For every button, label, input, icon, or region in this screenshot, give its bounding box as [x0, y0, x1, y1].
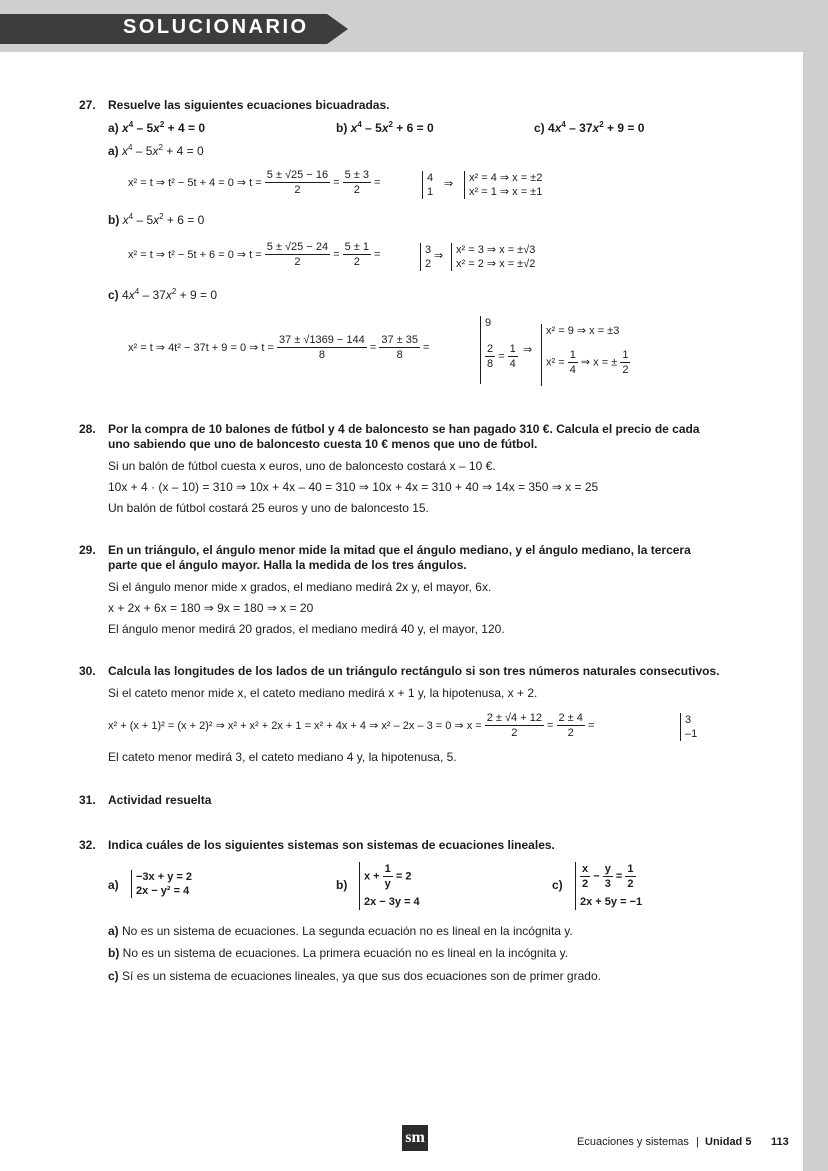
- header-title: SOLUCIONARIO: [123, 16, 309, 38]
- ex27-c-fraction-2: $\frac{37 \pm 35}{8}$: [381, 334, 418, 361]
- ex32-a-system: −3x + y = 2 2x − y² = 4: [131, 870, 192, 898]
- ex27-b-heading: b) $x^4 - 5x^2 + 6 = 0$: [108, 212, 205, 227]
- ex28-line1: Si un balón de fútbol cuesta x euros, uno de baloncesto costará x – 10 €.: [108, 459, 496, 473]
- ex29-line1: Si el ángulo menor mide x grados, el mediano medirá 2x y, el mayor, 6x.: [108, 580, 492, 594]
- ex28-number: 28.: [79, 422, 96, 436]
- ex28-line3: Un balón de fútbol costará 25 euros y uno de baloncesto 15.: [108, 501, 429, 515]
- publisher-logo: sm: [402, 1125, 428, 1151]
- ex27-number: 27.: [79, 98, 96, 112]
- ex30-number: 30.: [79, 664, 96, 678]
- ex30-fraction-2: $\frac{2 \pm 4}{2}$: [558, 712, 583, 739]
- ex30-prompt: Calcula las longitudes de los lados de un triángulo rectángulo si son tres números naturales consecutivos.: [108, 664, 720, 678]
- ex27-c-heading: c) $4x^4 - 37x^2 + 9 = 0$: [108, 287, 217, 302]
- ex29-prompt-line1: En un triángulo, el ángulo menor mide la mitad que el ángulo mediano, y el ángulo mediano, la tercera: [108, 543, 691, 557]
- ex32-b-system: x + $\frac{1}{y}$ = 2 2x − 3y = 4: [359, 862, 420, 910]
- ex27-a-heading: a) $x^4 - 5x^2 + 4 = 0$: [108, 143, 204, 158]
- ex32-c-system: $\frac{x}{2}$ − $\frac{y}{3}$ = $\frac{1}{2}$ 2x + 5y = −1: [575, 862, 642, 910]
- ex32-b-label: b): [336, 878, 348, 892]
- ex30-roots: 3 –1: [680, 713, 697, 741]
- ex27-b-fraction-1: $\frac{5 \pm √25 - 24}{2}$: [266, 241, 329, 268]
- ex32-number: 32.: [79, 838, 96, 852]
- ex27-c-fraction-1: $\frac{37 \pm √1369 - 144}{8}$: [278, 334, 365, 361]
- ex32-a-label: a): [108, 878, 119, 892]
- ex32-c-label: c): [552, 878, 563, 892]
- ex27-b-solution: x² = t ⇒ t² − 5t + 6 = 0 ⇒ t = $\frac{5 \pm √25 - 24}{2}$ = $\frac{5 \pm 1}{2}$ =: [128, 241, 381, 268]
- ex31-number: 31.: [79, 793, 96, 807]
- ex27-a-sols: x² = 4 ⇒ x = ±2 x² = 1 ⇒ x = ±1: [464, 171, 542, 199]
- ex27-c-implies: ⇒: [523, 344, 533, 356]
- ex30-line3: El cateto menor medirá 3, el cateto mediano 4 y, la hipotenusa, 5.: [108, 750, 457, 764]
- ex27-c-sols: x² = 9 ⇒ x = ±3 x² = $\frac{1}{4}$ ⇒ x = ± $\frac{1}{2}$: [541, 324, 630, 386]
- ex29-prompt-line2: parte que el ángulo mayor. Halla la medida de los tres ángulos.: [108, 558, 467, 572]
- ex28-line2: 10x + 4 · (x – 10) = 310 ⇒ 10x + 4x – 40 = 310 ⇒ 10x + 4x = 310 + 40 ⇒ 14x = 350 ⇒ x = 25: [108, 480, 599, 494]
- ex30-equation: x² + (x + 1)² = (x + 2)² ⇒ x² + x² + 2x + 1 = x² + 4x + 4 ⇒ x² – 2x – 3 = 0 ⇒ x = $\frac{2 \pm √4 + 12}{2}$ = $\frac{2 \pm 4}{2}$ =: [108, 712, 595, 739]
- footer-unit: Unidad 5: [705, 1136, 752, 1148]
- ex28-prompt-line1: Por la compra de 10 balones de fútbol y 4 de baloncesto se han pagado 310 €. Calcula el precio de cada: [108, 422, 700, 436]
- ex27-option-c: c) $4x^4 - 37x^2 + 9 = 0$: [534, 120, 645, 135]
- ex27-a-fraction-1: $\frac{5 \pm √25 - 16}{2}$: [266, 169, 329, 196]
- ex27-a-fraction-2: $\frac{5 \pm 3}{2}$: [344, 169, 369, 196]
- ex30-fraction-1: $\frac{2 \pm √4 + 12}{2}$: [486, 712, 542, 739]
- ex32-answer-a: a) No es un sistema de ecuaciones. La segunda ecuación no es lineal en la incógnita y.: [108, 924, 573, 938]
- ex27-b-fraction-2: $\frac{5 \pm 1}{2}$: [344, 241, 369, 268]
- ex27-a-implies: ⇒: [444, 178, 454, 190]
- ex29-line2: x + 2x + 6x = 180 ⇒ 9x = 180 ⇒ x = 20: [108, 601, 314, 615]
- ex30-line1: Si el cateto menor mide x, el cateto mediano medirá x + 1 y, la hipotenusa, x + 2.: [108, 686, 538, 700]
- ex29-line3: El ángulo menor medirá 20 grados, el mediano medirá 40 y, el mayor, 120.: [108, 622, 505, 636]
- ex29-number: 29.: [79, 543, 96, 557]
- ex27-a-solution: x² = t ⇒ t² − 5t + 4 = 0 ⇒ t = $\frac{5 \pm √25 - 16}{2}$ = $\frac{5 \pm 3}{2}$ =: [128, 169, 381, 196]
- ex28-prompt-line2: uno sabiendo que uno de baloncesto cuesta 10 € menos que uno de fútbol.: [108, 437, 538, 451]
- ex27-b-implies: ⇒: [434, 250, 444, 262]
- ex27-option-b: b) $x^4 - 5x^2 + 6 = 0$: [336, 120, 434, 135]
- ex32-answer-b: b) No es un sistema de ecuaciones. La primera ecuación no es lineal en la incógnita y.: [108, 946, 569, 960]
- ex32-answer-c: c) Sí es un sistema de ecuaciones lineales, ya que sus dos ecuaciones son de primer grado.: [108, 969, 601, 983]
- ex27-b-roots: 3 2: [420, 243, 431, 271]
- ex27-c-solution: x² = t ⇒ 4t² − 37t + 9 = 0 ⇒ t = $\frac{37 \pm √1369 - 144}{8}$ = $\frac{37 \pm 35}{8}$ =: [128, 334, 430, 361]
- ex32-prompt: Indica cuáles de los siguientes sistemas son sistemas de ecuaciones lineales.: [108, 838, 555, 852]
- ex31-prompt: Actividad resuelta: [108, 793, 212, 807]
- right-margin-strip: [803, 52, 828, 1171]
- ex27-a-roots: 4 1: [422, 171, 433, 199]
- footer-separator: |: [696, 1136, 699, 1148]
- ex27-prompt: Resuelve las siguientes ecuaciones bicuadradas.: [108, 98, 390, 112]
- page-number: 113: [771, 1136, 789, 1148]
- ex27-option-a: a) $x^4 - 5x^2 + 4 = 0$: [108, 120, 206, 135]
- ex27-b-sols: x² = 3 ⇒ x = ±√3 x² = 2 ⇒ x = ±√2: [451, 243, 535, 271]
- ex27-c-roots: 9 $\frac{2}{8}$ = $\frac{1}{4}$: [480, 316, 518, 384]
- footer-chapter: Ecuaciones y sistemas: [577, 1136, 689, 1148]
